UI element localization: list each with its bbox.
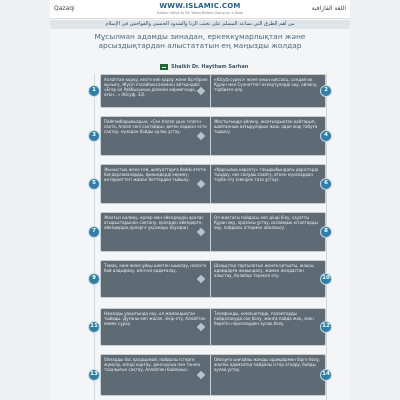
tip-card: Ойлауға ыңғайлы жанды адамдармен бірге болу, жалпы адамзатқа пайдалы істер атқару, бойды аулақ ұстау.	[210, 354, 326, 396]
tip-number-badge: 7	[88, 226, 100, 238]
tip-number-badge: 9	[88, 273, 100, 285]
tip-row	[50, 164, 350, 204]
arabic-language-label: اللغة القازاقية	[311, 5, 346, 12]
tip-row	[50, 116, 350, 156]
language-label: Qazaqi	[54, 5, 75, 12]
tip-number-badge: 2	[320, 85, 332, 97]
tip-number-badge: 8	[320, 226, 332, 238]
tip-card: Жастығыңда үйлену, жалғыздықтан қайтарып, шайтанның азғыруларын жою, адал жар табуға тырысу.	[210, 116, 326, 156]
tip-card: Намазды уақытында оқу, ол жамандықтан тыйады. Дұғаны көп жасап, зікір ету, Аллаһтан көмек сұрау.	[100, 308, 216, 346]
tip-row	[50, 260, 350, 298]
tip-number-badge: 4	[320, 130, 332, 142]
site-logo-text[interactable]: WWW.ISLAMIC.COM	[159, 2, 241, 10]
tip-number-badge: 13	[88, 369, 100, 381]
tip-number-badge: 14	[320, 369, 332, 381]
tip-card: Пайғамбарымыздың: «Сен Аллаһ үшін тілегін сақта, Аллаһ сені сақтайды» деген хадисін есте сақтау, күнәдан бойды аулақ ұстау.	[100, 116, 216, 156]
tip-number-badge: 6	[320, 178, 332, 190]
tip-row	[50, 354, 350, 396]
tip-card: Аллаһтан қорқу, көзге көп қарау және бір-біріне қызығу, Жүсіп ғалайһиссәләмнің айтқандай: «Егер ол Раббысының дәлелін көрмегенде, оған...» (Юсуф, 33).	[100, 74, 216, 108]
infographic-page	[50, 0, 350, 400]
tip-card: Жыныстық және гей, шәһуаттарға бейім ететін бағдарламаларды, фильмдерді көрмеу, интернеттегі жаман беттерден тыйылу.	[100, 164, 216, 204]
tip-card: «Юсуф сүресі» және оның қиссасы, сондай-ақ Құран мен Сүннеттегі ескертулерді оқу, ойлану, тәрбиеге алу.	[210, 74, 326, 108]
page-title: Мұсылман адамды зинадан, еркеккұмарлықтан және арсыздықтардан алыстататын ең маңызды жолдар	[94, 32, 306, 50]
tip-card: «Қарсылық көрсету» тақырыбындағы дәрістерді тыңдау, көз салуды азайту, өткен күнәлардан тәубе ету (көкірек таза ұстау).	[210, 164, 326, 204]
tip-card: Тамақ, киім және ұйқы шектен шықпау, нәпсіге бой алдырмау, өзін-өзі қадағалау.	[100, 260, 216, 298]
tip-row	[50, 212, 350, 252]
tip-row	[50, 74, 350, 108]
author-row	[160, 63, 248, 71]
tip-card: Шақыртқа тартылатын жанға қатысты, жақсы адамдарға жақындасу, жаман жолдастан алыстау, Аллаһқа тәуекел ету.	[210, 260, 326, 298]
tip-number-badge: 5	[88, 178, 100, 190]
site-tagline: Islamic Ways to Be Taken Before Going on a Date	[156, 11, 244, 15]
tip-number-badge: 10	[320, 273, 332, 285]
tip-row	[50, 308, 350, 346]
tip-number-badge: 3	[88, 130, 100, 142]
flag-icon	[160, 64, 168, 70]
tip-card: Ойларды бос қалдырмай, пайдалы істерге жұмсау, өзіңді қорғау, денсаулық пен тәннің тазалығын сақтау, Аллаһпен байланыс.	[100, 354, 216, 396]
tip-card: Жалғыз қалмау, ерлер мен әйелдердің аралас отырыстарынан сақтану, ерлердің әйелдерге, әйелдердің ерлерге ұқсамауы (Бұхари).	[100, 212, 216, 252]
arabic-title-bar: من أهم الطرق التي تساعد المسلم على تجنب الزنا والشذوذ الجنسي والفواحش في الإسلام	[50, 20, 350, 29]
tip-card: Ол жақтағы пайдасы көп дінді білу, сауатты Құран оқу, оразаны ұстау, исламдық кітаптарды оқу, пайдалы істермен айналысу.	[210, 212, 326, 252]
tip-number-badge: 11	[88, 321, 100, 333]
author-name: Shaikh Dr. Haytham Sarhan	[171, 64, 249, 70]
tip-number-badge: 12	[320, 321, 332, 333]
tip-card: Телефонды, компьютерді, ғаламторды пайдалануда сақ болу, жанға пайда жоқ, зиян беретін нәрселерден аулақ болу.	[210, 308, 326, 346]
tip-number-badge: 1	[88, 85, 100, 97]
header-bar	[50, 0, 350, 19]
